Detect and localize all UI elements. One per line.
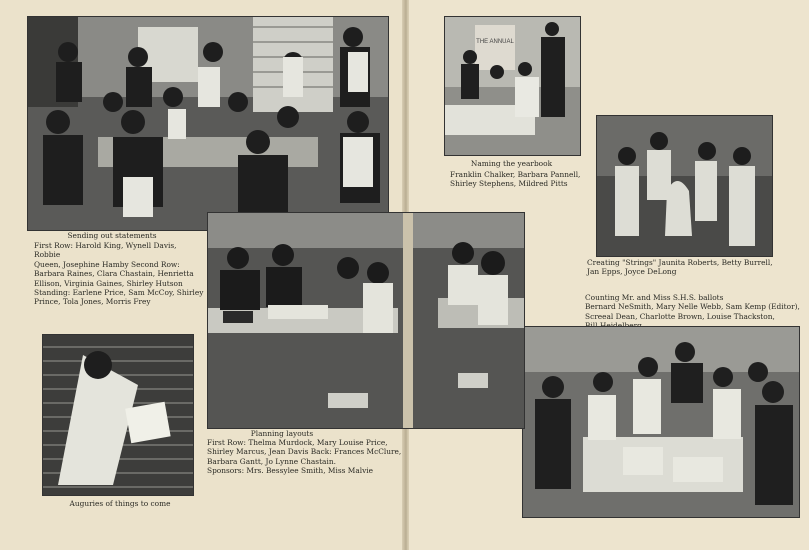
caption-strings-line: Jan Epps, Joyce DeLong bbox=[587, 267, 677, 277]
caption-planning-line: Shirley Marcus, Jean Davis Back: Frances McClure, bbox=[207, 447, 402, 457]
caption-sending-line: Barbara Raines, Clara Chastain, Henrietta bbox=[34, 269, 194, 279]
caption-sending-title bbox=[27, 231, 197, 240]
photo-auguries bbox=[42, 334, 194, 496]
caption-sending-line: First Row: Harold King, Wynell Davis, Robbie bbox=[34, 241, 177, 260]
photo-planning-layouts bbox=[207, 212, 525, 429]
caption-sending-line: Ellison, Virginia Gaines, Shirley Hutson bbox=[34, 278, 183, 288]
caption-auguries-text: Auguries of things to come bbox=[69, 499, 171, 508]
caption-planning-line: First Row: Thelma Murdock, Mary Louise Price, bbox=[207, 438, 388, 447]
caption-sending-line: Standing: Earlene Price, Sam McCoy, Shirley bbox=[34, 288, 204, 298]
caption-planning-line: Barbara Gantt, Jo Lynne Chastain. bbox=[207, 456, 336, 466]
photo-creating-strings bbox=[596, 115, 773, 257]
caption-naming-names bbox=[450, 170, 610, 189]
caption-planning-title bbox=[207, 429, 357, 438]
caption-counting-line: Bernard NeSmith, Mary Nelle Webb, Sam Kemp (Editor), bbox=[585, 302, 800, 312]
photo-naming-yearbook bbox=[444, 16, 581, 156]
caption-sending-line: Queen, Josephine Hamby Second Row: bbox=[34, 259, 180, 269]
annual-sign-text: THE ANNUAL bbox=[476, 39, 514, 45]
caption-sending-names bbox=[34, 241, 204, 307]
caption-naming-line: Franklin Chalker, Barbara Pannell, bbox=[450, 170, 581, 179]
photo-counting-ballots bbox=[522, 326, 800, 518]
caption-strings-line: Creating "Strings" Jaunita Roberts, Betty Burrell, bbox=[587, 258, 773, 267]
caption-planning-title-text: Planning layouts bbox=[250, 429, 314, 438]
caption-planning-line: Sponsors: Mrs. Bessylee Smith, Miss Malvie bbox=[207, 466, 374, 476]
caption-auguries bbox=[45, 499, 195, 508]
caption-naming-line: Shirley Stephens, Mildred Pitts bbox=[450, 179, 568, 189]
caption-strings bbox=[587, 258, 809, 277]
caption-counting-line: Counting Mr. and Miss S.H.S. ballots bbox=[585, 293, 724, 302]
caption-naming-title-text: Naming the yearbook bbox=[470, 159, 553, 168]
caption-sending-line: Prince, Tola Jones, Morris Frey bbox=[34, 297, 151, 307]
caption-planning-names bbox=[207, 438, 407, 476]
caption-counting bbox=[585, 293, 809, 331]
photo-sending-statements bbox=[27, 16, 389, 231]
caption-naming-title bbox=[444, 159, 579, 168]
caption-sending-title-text: Sending out statements bbox=[67, 231, 157, 240]
caption-counting-line: Screeal Dean, Charlotte Brown, Louise Thackston, bbox=[585, 311, 775, 321]
